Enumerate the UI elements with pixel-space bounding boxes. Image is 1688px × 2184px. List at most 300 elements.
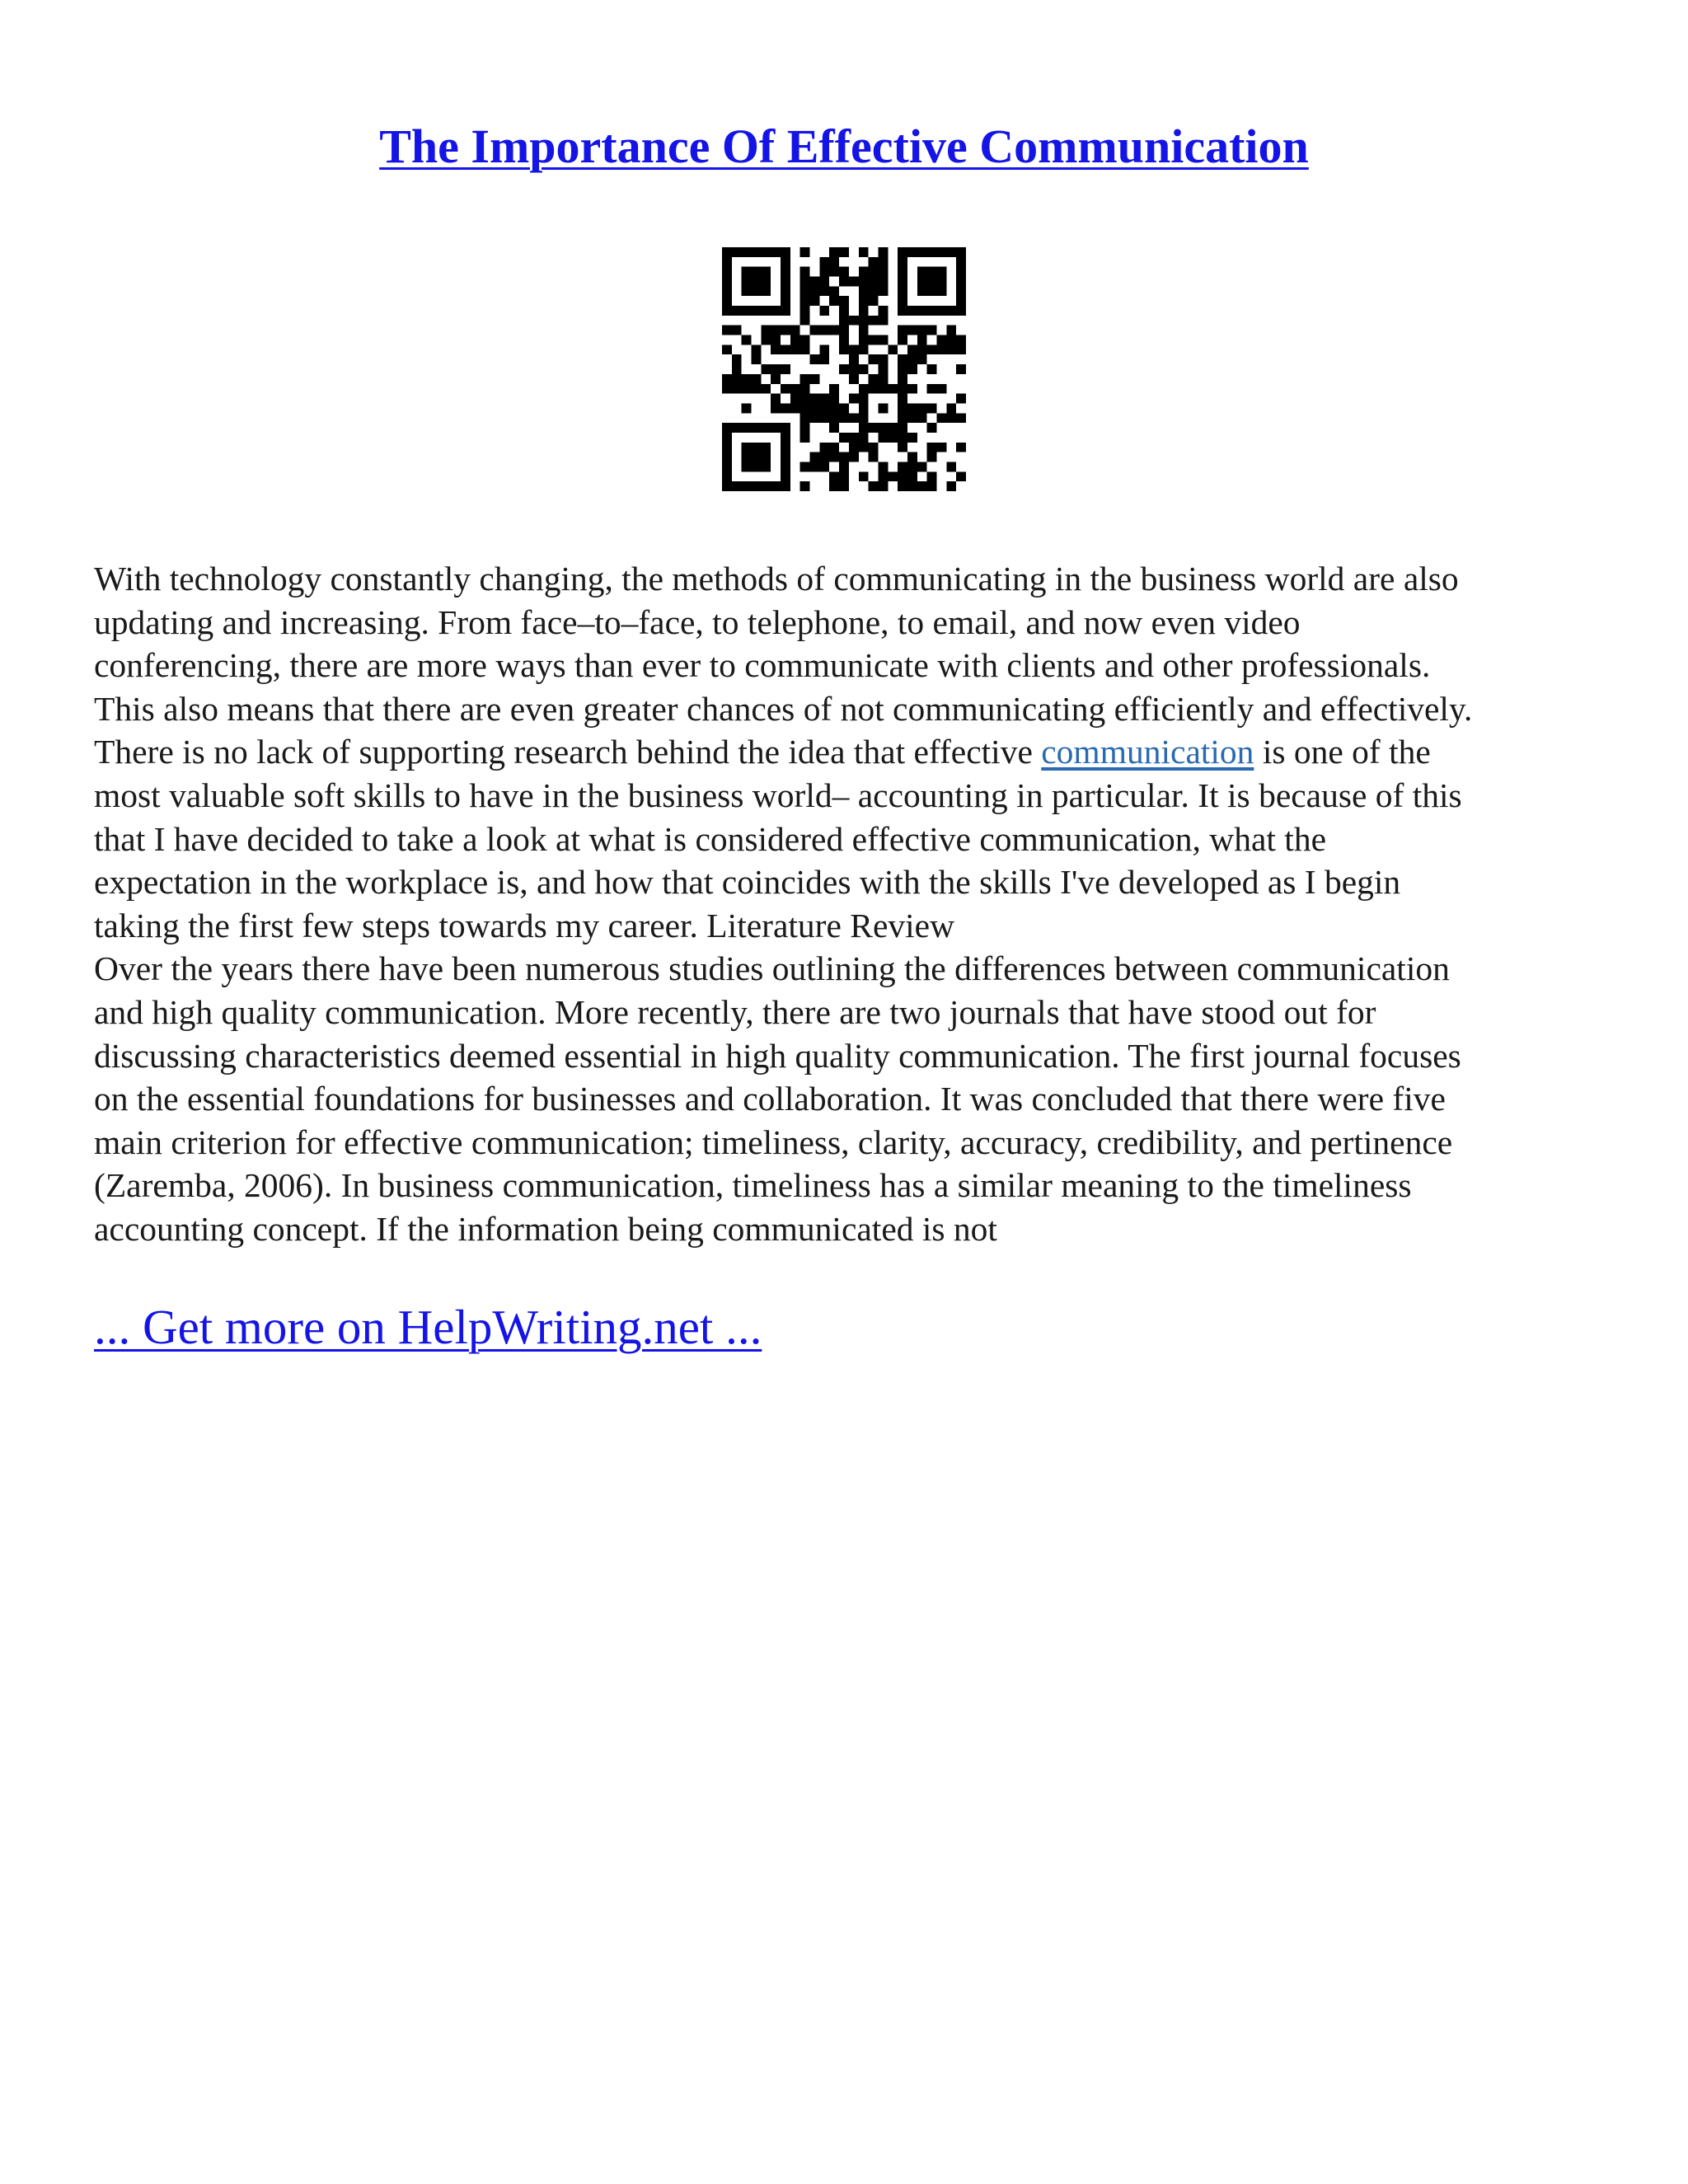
qr-module [829, 413, 839, 423]
qr-module [810, 374, 820, 384]
article-body [94, 557, 1602, 1251]
qr-module [800, 316, 810, 326]
qr-module [722, 374, 732, 384]
qr-module [742, 443, 752, 452]
qr-module [859, 344, 869, 354]
qr-module [936, 277, 946, 287]
qr-module [790, 335, 800, 345]
qr-module [810, 326, 820, 335]
qr-module [927, 471, 937, 481]
qr-module [927, 247, 937, 257]
qr-module [722, 247, 732, 257]
qr-module [781, 364, 790, 374]
qr-module [927, 306, 937, 316]
qr-module [722, 277, 732, 287]
qr-module [771, 344, 781, 354]
qr-module [800, 403, 810, 413]
qr-module [810, 354, 820, 364]
qr-module [829, 403, 839, 413]
qr-code-icon [722, 247, 966, 491]
qr-module [722, 286, 732, 296]
qr-module [771, 403, 781, 413]
text-line: taking the first few steps towards my career. Literature Review [94, 906, 955, 944]
qr-module [859, 364, 869, 374]
text-line: accounting concept. If the information being communicated is not [94, 1209, 997, 1248]
qr-module [752, 286, 762, 296]
qr-module [781, 277, 790, 287]
qr-module [771, 306, 781, 316]
qr-module [790, 384, 800, 394]
qr-module [888, 423, 898, 433]
qr-module [859, 384, 869, 394]
qr-module [917, 335, 927, 345]
qr-module [898, 423, 907, 433]
qr-module [752, 481, 762, 491]
qr-module [781, 443, 790, 452]
qr-module [761, 481, 771, 491]
qr-module [819, 257, 829, 267]
qr-module [907, 433, 917, 443]
qr-module [859, 394, 869, 404]
qr-module [829, 394, 839, 404]
qr-module [732, 384, 742, 394]
text-line: and high quality communication. More recently, there are two journals that have stood out for [94, 992, 1376, 1031]
qr-module [742, 403, 752, 413]
qr-module [839, 433, 849, 443]
qr-module [829, 286, 839, 296]
text-line: (Zaremba, 2006). In business communication, timeliness has a similar meaning to the timeliness [94, 1166, 1412, 1205]
qr-module [752, 443, 762, 452]
qr-module [878, 257, 888, 267]
qr-module [732, 481, 742, 491]
qr-module [869, 286, 879, 296]
qr-module [936, 247, 946, 257]
qr-module [956, 443, 966, 452]
qr-module [742, 452, 752, 462]
qr-module [917, 354, 927, 364]
get-more-link[interactable]: ... Get more on HelpWriting.net ... [94, 1300, 762, 1354]
qr-module [946, 413, 956, 423]
qr-module [742, 306, 752, 316]
qr-module [936, 443, 946, 452]
qr-module [878, 374, 888, 384]
qr-module [898, 384, 907, 394]
qr-module [936, 344, 946, 354]
qr-module [722, 306, 732, 316]
qr-module [771, 335, 781, 345]
qr-module [936, 384, 946, 394]
qr-module [752, 267, 762, 277]
qr-module [771, 394, 781, 404]
qr-module [859, 471, 869, 481]
qr-module [898, 277, 907, 287]
qr-module [839, 277, 849, 287]
qr-module [859, 296, 869, 306]
qr-module [761, 326, 771, 335]
qr-module [829, 326, 839, 335]
qr-module [829, 423, 839, 433]
text-line: With technology constantly changing, the methods of communicating in the business world are also [94, 560, 1459, 598]
qr-module [810, 462, 820, 471]
qr-module [819, 443, 829, 452]
qr-module [781, 257, 790, 267]
qr-module [800, 296, 810, 306]
paragraph-2 [94, 947, 1602, 1250]
qr-module [839, 344, 849, 354]
qr-module [927, 344, 937, 354]
qr-module [800, 344, 810, 354]
qr-module [732, 423, 742, 433]
qr-module [742, 374, 752, 384]
qr-module [907, 462, 917, 471]
qr-module [839, 326, 849, 335]
qr-module [722, 433, 732, 443]
qr-module [819, 306, 829, 316]
qr-module [790, 326, 800, 335]
qr-module [878, 433, 888, 443]
qr-module [898, 286, 907, 296]
qr-module [956, 335, 966, 345]
qr-module [898, 481, 907, 491]
qr-module [898, 471, 907, 481]
qr-module [800, 423, 810, 433]
qr-module [839, 296, 849, 306]
qr-module [907, 326, 917, 335]
qr-module [771, 364, 781, 374]
qr-module [761, 335, 771, 345]
qr-module [878, 384, 888, 394]
communication-link[interactable]: communication [1041, 733, 1254, 771]
qr-module [878, 364, 888, 374]
qr-module [800, 247, 810, 257]
qr-module [781, 296, 790, 306]
qr-module [790, 394, 800, 404]
qr-module [859, 403, 869, 413]
qr-module [869, 481, 879, 491]
qr-module [898, 257, 907, 267]
qr-module [849, 277, 859, 287]
qr-module [800, 433, 810, 443]
qr-module [761, 462, 771, 471]
qr-module [810, 413, 820, 423]
qr-module [752, 462, 762, 471]
qr-module [898, 433, 907, 443]
qr-module [829, 296, 839, 306]
qr-module [819, 394, 829, 404]
qr-module [752, 277, 762, 287]
qr-module [878, 471, 888, 481]
qr-module [917, 403, 927, 413]
qr-module [819, 403, 829, 413]
qr-module [956, 394, 966, 404]
qr-module [761, 306, 771, 316]
qr-module [752, 423, 762, 433]
qr-module [917, 462, 927, 471]
text-line: main criterion for effective communication; timeliness, clarity, accuracy, credibility, and pertinence [94, 1122, 1453, 1161]
qr-module [869, 452, 879, 462]
qr-module [859, 247, 869, 257]
qr-module [859, 335, 869, 345]
text-line: conferencing, there are more ways than ever to communicate with clients and other professionals. [94, 646, 1431, 685]
qr-module [917, 247, 927, 257]
qr-module [819, 267, 829, 277]
qr-module [907, 384, 917, 394]
qr-module [722, 384, 732, 394]
qr-module [829, 247, 839, 257]
qr-module [810, 286, 820, 296]
qr-module [869, 316, 879, 326]
qr-module [752, 354, 762, 364]
qr-module [742, 277, 752, 287]
qr-module [742, 286, 752, 296]
qr-module [869, 257, 879, 267]
qr-module [927, 277, 937, 287]
qr-module [781, 452, 790, 462]
qr-module [819, 326, 829, 335]
paragraph-1 [94, 557, 1602, 947]
qr-module [742, 335, 752, 345]
qr-module [917, 277, 927, 287]
qr-module [752, 247, 762, 257]
qr-module [898, 403, 907, 413]
qr-module [869, 423, 879, 433]
qr-module [907, 471, 917, 481]
qr-module [907, 481, 917, 491]
qr-module [839, 316, 849, 326]
text-segment: is one of the [1254, 733, 1431, 771]
qr-module [800, 286, 810, 296]
qr-module [761, 443, 771, 452]
qr-module [732, 364, 742, 374]
qr-module [869, 335, 879, 345]
qr-module [907, 344, 917, 354]
qr-module [878, 403, 888, 413]
qr-module [898, 364, 907, 374]
qr-module [898, 462, 907, 471]
qr-module [917, 306, 927, 316]
qr-module [898, 267, 907, 277]
qr-module [956, 344, 966, 354]
qr-module [936, 267, 946, 277]
qr-module [771, 247, 781, 257]
qr-module [839, 247, 849, 257]
qr-module [819, 344, 829, 354]
qr-module [829, 443, 839, 452]
qr-module [888, 471, 898, 481]
qr-module [917, 286, 927, 296]
qr-module [742, 423, 752, 433]
qr-module [946, 326, 956, 335]
qr-module [839, 452, 849, 462]
qr-module [898, 374, 907, 384]
qr-module [869, 374, 879, 384]
qr-module [819, 413, 829, 423]
qr-module [936, 335, 946, 345]
qr-module [781, 286, 790, 296]
qr-module [936, 413, 946, 423]
qr-module [898, 413, 907, 423]
text-line: that I have decided to take a look at what is considered effective communication, what the [94, 819, 1326, 858]
qr-module [878, 316, 888, 326]
qr-module [781, 481, 790, 491]
qr-module [781, 433, 790, 443]
qr-module [936, 306, 946, 316]
qr-module [927, 481, 937, 491]
qr-module [800, 335, 810, 345]
qr-module [869, 384, 879, 394]
qr-module [927, 423, 937, 433]
qr-module [781, 344, 790, 354]
qr-module [907, 354, 917, 364]
qr-module [946, 403, 956, 413]
qr-module [849, 443, 859, 452]
qr-module [810, 296, 820, 306]
qr-module [742, 267, 752, 277]
qr-module [800, 394, 810, 404]
qr-module [732, 306, 742, 316]
qr-module [956, 286, 966, 296]
qr-module [946, 335, 956, 345]
qr-module [810, 394, 820, 404]
qr-module [946, 481, 956, 491]
qr-module [859, 423, 869, 433]
text-line: on the essential foundations for businesses and collaboration. It was concluded that there were five [94, 1080, 1446, 1118]
qr-module [839, 335, 849, 345]
qr-module [898, 296, 907, 306]
qr-module [956, 471, 966, 481]
qr-module [956, 247, 966, 257]
qr-module [752, 384, 762, 394]
text-segment: There is no lack of supporting research behind the idea that effective [94, 733, 1042, 771]
qr-module [956, 267, 966, 277]
qr-module [956, 364, 966, 374]
qr-module [839, 267, 849, 277]
qr-module [956, 413, 966, 423]
qr-module [898, 354, 907, 364]
qr-module [761, 364, 771, 374]
qr-module [907, 306, 917, 316]
qr-module [907, 452, 917, 462]
qr-module [722, 296, 732, 306]
qr-module [907, 247, 917, 257]
qr-module [722, 471, 732, 481]
qr-module [907, 364, 917, 374]
qr-module [917, 267, 927, 277]
document-title [0, 114, 1688, 180]
qr-module [956, 257, 966, 267]
qr-module [829, 471, 839, 481]
qr-module [781, 306, 790, 316]
qr-module [761, 247, 771, 257]
qr-module [752, 306, 762, 316]
qr-module [946, 462, 956, 471]
qr-module [956, 296, 966, 306]
qr-module [878, 267, 888, 277]
qr-module [771, 423, 781, 433]
qr-module [917, 344, 927, 354]
qr-module [859, 277, 869, 287]
qr-module [761, 267, 771, 277]
text-line: most valuable soft skills to have in the business world– accounting in particular. It is because of this [94, 776, 1462, 814]
qr-module [898, 335, 907, 345]
qr-module [810, 403, 820, 413]
qr-module [742, 462, 752, 471]
qr-module [800, 481, 810, 491]
text-line-with-link [94, 730, 1602, 774]
qr-module [946, 247, 956, 257]
qr-module [927, 384, 937, 394]
qr-module [771, 326, 781, 335]
qr-module [859, 306, 869, 316]
qr-module [956, 277, 966, 287]
qr-module [839, 462, 849, 471]
qr-module [722, 267, 732, 277]
qr-module [781, 471, 790, 481]
qr-module [888, 344, 898, 354]
qr-module [839, 471, 849, 481]
qr-module [722, 344, 732, 354]
qr-module [732, 354, 742, 364]
qr-module [732, 247, 742, 257]
qr-module [878, 481, 888, 491]
qr-module [878, 354, 888, 364]
qr-module [927, 326, 937, 335]
qr-module [936, 286, 946, 296]
text-line: expectation in the workplace is, and how that coincides with the skills I've developed as I begin [94, 863, 1401, 902]
qr-module [898, 326, 907, 335]
qr-module [800, 277, 810, 287]
qr-module [771, 374, 781, 384]
qr-module [859, 316, 869, 326]
qr-module [781, 247, 790, 257]
qr-module [927, 403, 937, 413]
qr-module [819, 462, 829, 471]
qr-module [829, 481, 839, 491]
qr-module [829, 267, 839, 277]
title-link[interactable]: The Importance Of Effective Communication [379, 120, 1309, 173]
qr-module [878, 462, 888, 471]
qr-module [752, 374, 762, 384]
qr-module [849, 364, 859, 374]
qr-module [819, 286, 829, 296]
qr-module [742, 481, 752, 491]
qr-module [800, 374, 810, 384]
qr-module [761, 286, 771, 296]
qr-module [878, 423, 888, 433]
text-line: This also means that there are even greater chances of not communicating efficiently and effectively. [94, 689, 1473, 728]
qr-module [927, 452, 937, 462]
qr-module [878, 247, 888, 257]
qr-module [859, 433, 869, 443]
text-line: Over the years there have been numerous studies outlining the differences between communication [94, 949, 1450, 988]
qr-module [927, 364, 937, 374]
qr-module [752, 452, 762, 462]
qr-module [790, 344, 800, 354]
qr-module [849, 433, 859, 443]
qr-module [810, 277, 820, 287]
qr-module [907, 403, 917, 413]
qr-module [927, 286, 937, 296]
qr-module [859, 267, 869, 277]
qr-module [781, 423, 790, 433]
qr-module [878, 277, 888, 287]
qr-module [927, 443, 937, 452]
qr-module [946, 306, 956, 316]
qr-module [869, 354, 879, 364]
qr-module [761, 277, 771, 287]
qr-module [839, 364, 849, 374]
qr-module [810, 452, 820, 462]
